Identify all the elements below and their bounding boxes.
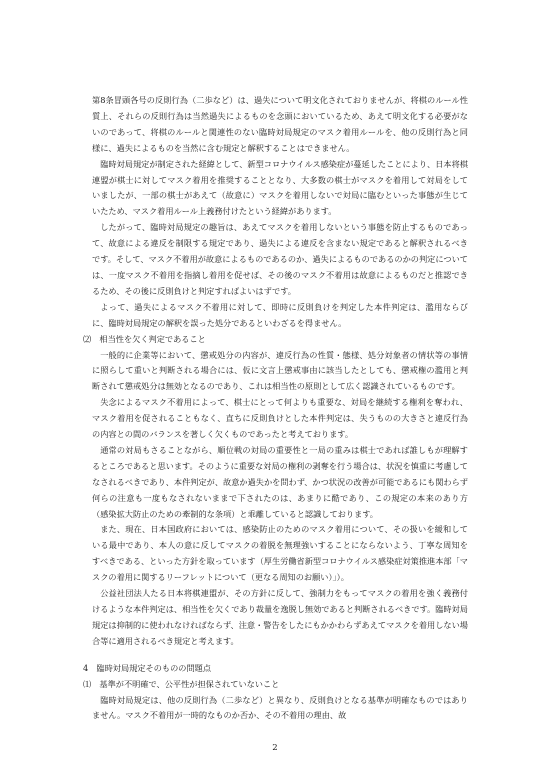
body-text	[83, 93, 468, 724]
paragraph: 公益社団法人たる日本将棋連盟が、その方針に反して、強制力をもってマスクの着用を強く義務付けるような本件判定は、相当性を欠くであり裁量を逸脱し無効であると判断されるべきです。臨時対局規定は抑制的に使われなければならず、注意・警告をしたにもかかわらずあえてマスクを着用しない場合等に適用されるべき規定と考えます。	[92, 588, 468, 646]
paragraph: また、現在、日本国政府においては、感染防止のためのマスク着用について、その扱いを緩和している最中であり、本人の意に反してマスクの着脱を無理強いすることにならないよう、丁寧な周知をすべきである、といった方針を取っています（厚生労働省新型コロナウイルス感染症対策推進本部「マスクの着用に関するリーフレットについて（更なる周知のお願い）」）。	[92, 524, 468, 583]
paragraph: したがって、臨時対局規定の趣旨は、あえてマスクを着用しないという事態を防止するものであって、故意による違反を制限する規定であり、過失による違反を含まない規定であると解釈されるべきです。そして、マスク不着用が故意によるものであるのか、過失によるものであるのかの判定については、一度マスク不着用を指摘し着用を促せば、その後のマスク不着用は故意によるものだと推認できるため、その後に反則負けと判定すればよいはずです。	[92, 222, 468, 296]
subheading-1	[83, 677, 468, 693]
section-4-heading	[83, 661, 468, 677]
paragraph: 失念によるマスク不着用によって、棋士にとって何よりも重要な、対局を継続する権利を奪われ、マスク着用を促されることもなく、直ちに反則負けとした本件判定は、失うものの大きさと違反行為の内容との間のバランスを著しく欠くものであったと考えております。	[92, 397, 468, 440]
paragraph: 第8条冒頭各号の反則行為（二歩など）は、過失について明文化されておりませんが、将棋のルール性質上、それらの反則行為は当然過失によるものを念頭においているため、あえて明文化する必要がないのであって、将棋のルールと関連性のない臨時対局規定のマスク着用ルールを、他の反則行為と同様に、過失によるものを当然に含む規定と解釈することはできません。	[92, 95, 468, 153]
paragraph: 通常の対局もさることながら、順位戦の対局の重要性と一局の重みは棋士であれば誰しもが理解するところであると思います。そのように重要な対局の権利の剥奪を行う場合は、状況を慎重に考慮してなされるべきであり、本件判定が、故意か過失かを問わず、かつ状況の改善が可能であるにも関わらず何らの注意も一度もなされないままで下されたのは、あまりに酷であり、この規定の本来のあり方（感染拡大防止のための牽制的な条項）と乖離していると認識しております。	[92, 444, 468, 519]
section-number: 4	[83, 662, 89, 673]
paragraph: 一般的に企業等において、懲戒処分の内容が、違反行為の性質・態様、処分対象者の情状等の事情に照らして重いと判断される場合には、仮に文言上懲戒事由に該当したとしても、懲戒権の濫用と判断されて懲戒処分は無効となるのであり、これは相当性の原則として広く認識されているものです。	[92, 349, 468, 392]
section-gap	[92, 650, 468, 661]
subheading-title: 相当性を欠く判定であること	[99, 333, 206, 344]
paragraph: 臨時対局規定は、他の反則行為（二歩など）と異なり、反則負けとなる基準が明確なものではありません。マスク不着用が一時的なものか否か、その不着用の理由、故	[92, 694, 468, 721]
subheading-number: ⑴	[83, 678, 92, 689]
subheading-number: ⑵	[83, 333, 92, 344]
paragraph-group-2	[92, 348, 468, 650]
page-number: 2	[272, 743, 278, 753]
section-title: 臨時対局規定そのものの問題点	[96, 662, 212, 673]
paragraph-group-1	[92, 93, 468, 332]
paragraph: 臨時対局規定が制定された経緯として、新型コロナウイルス感染症が蔓延したことにより、日本将棋連盟が棋士に対してマスク着用を推奨することとなり、大多数の棋士がマスクを着用して対局をしていましたが、一部の棋士があえて（故意に）マスクを着用しないで対局に臨むといった事態が生じていたため、マスク着用ルール上義務付けたという経緯があります。	[92, 158, 468, 217]
subheading-2	[83, 332, 468, 348]
subheading-title: 基準が不明確で、公平性が担保されていないこと	[99, 678, 280, 689]
paragraph: よって、過失によるマスク不着用に対して、即時に反則負けを判定した本件判定は、濫用ならびに、臨時対局規定の解釈を誤った処分であるといわざるを得ません。	[92, 301, 468, 328]
paragraph-group-3	[92, 693, 468, 725]
